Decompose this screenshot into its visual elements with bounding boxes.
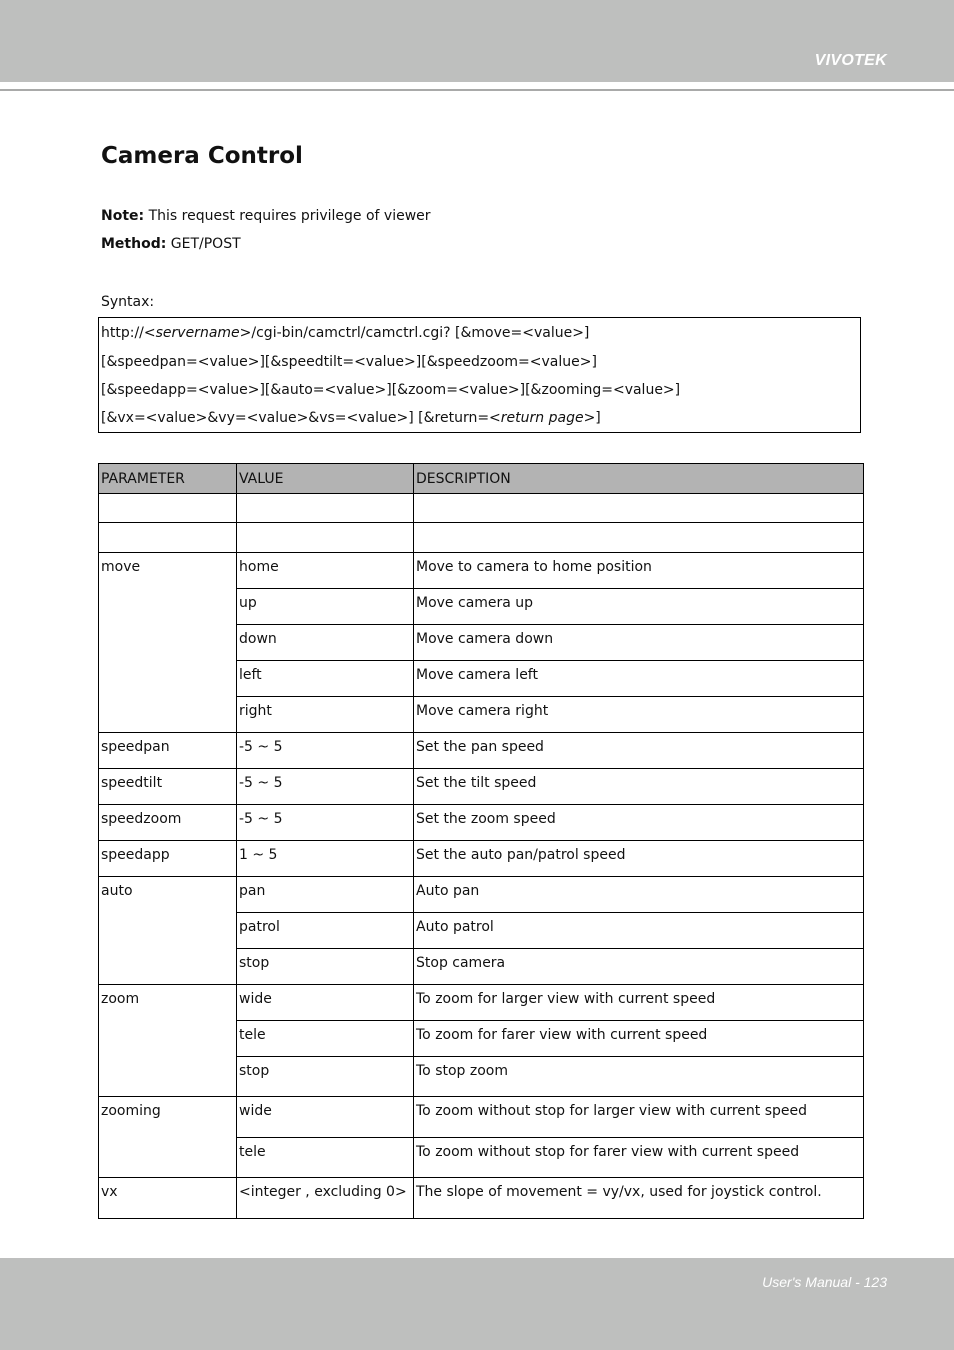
footer-band bbox=[0, 1258, 954, 1350]
cell-value: home bbox=[237, 553, 414, 589]
table-row bbox=[99, 1097, 864, 1138]
cell-desc: Set the tilt speed bbox=[414, 769, 864, 805]
cell-value: tele bbox=[237, 1138, 414, 1178]
note-line bbox=[101, 208, 431, 224]
table-row bbox=[99, 733, 864, 769]
cell-value: 1 ~ 5 bbox=[237, 841, 414, 877]
cell-desc: Move camera left bbox=[414, 661, 864, 697]
syntax-line-3: [&speedapp=<value>][&auto=<value>][&zoom=<value>][&zooming=<value>] bbox=[101, 382, 681, 398]
cell-param: move bbox=[99, 553, 237, 733]
cell-desc bbox=[414, 523, 864, 553]
header-divider bbox=[0, 89, 954, 91]
cell-desc bbox=[414, 494, 864, 523]
cell-desc: Move to camera to home position bbox=[414, 553, 864, 589]
cell-value: -5 ~ 5 bbox=[237, 769, 414, 805]
table-row bbox=[99, 523, 864, 553]
page-title: Camera Control bbox=[101, 143, 303, 169]
syntax-servername: servername bbox=[155, 325, 240, 341]
cell-value: -5 ~ 5 bbox=[237, 805, 414, 841]
cell-value: right bbox=[237, 697, 414, 733]
cell-desc: To stop zoom bbox=[414, 1057, 864, 1097]
cell-param: auto bbox=[99, 877, 237, 985]
cell-desc: To zoom for farer view with current speed bbox=[414, 1021, 864, 1057]
syntax-return-page: return page bbox=[500, 410, 584, 426]
syntax-box bbox=[98, 317, 861, 433]
syntax-line-2: [&speedpan=<value>][&speedtilt=<value>][&speedzoom=<value>] bbox=[101, 354, 597, 370]
method-line bbox=[101, 236, 241, 252]
cell-value: tele bbox=[237, 1021, 414, 1057]
cell-param bbox=[99, 523, 237, 553]
method-label: Method: bbox=[101, 236, 167, 252]
cell-desc: Auto patrol bbox=[414, 913, 864, 949]
syntax-line-4-pre: [&vx=<value>&vy=<value>&vs=<value>] [&return=< bbox=[101, 410, 501, 426]
cell-desc: Move camera down bbox=[414, 625, 864, 661]
table-row bbox=[99, 841, 864, 877]
cell-value: stop bbox=[237, 1057, 414, 1097]
header-parameter: PARAMETER bbox=[99, 464, 237, 494]
cell-param: zoom bbox=[99, 985, 237, 1097]
cell-value: up bbox=[237, 589, 414, 625]
cell-value: left bbox=[237, 661, 414, 697]
note-label: Note: bbox=[101, 208, 145, 224]
cell-value: wide bbox=[237, 1097, 414, 1138]
table-row bbox=[99, 985, 864, 1021]
syntax-line-1-pre: http://< bbox=[101, 325, 156, 341]
cell-desc: The slope of movement = vy/vx, used for joystick control. bbox=[414, 1178, 864, 1219]
cell-value: wide bbox=[237, 985, 414, 1021]
page-number: User's Manual - 123 bbox=[762, 1274, 887, 1290]
table-header-row bbox=[99, 464, 864, 494]
cell-desc: To zoom without stop for farer view with current speed bbox=[414, 1138, 864, 1178]
header-value: VALUE bbox=[237, 464, 414, 494]
cell-param: speedzoom bbox=[99, 805, 237, 841]
syntax-line-1 bbox=[101, 325, 589, 341]
brand-logo: VIVOTEK bbox=[814, 52, 887, 69]
cell-value: -5 ~ 5 bbox=[237, 733, 414, 769]
cell-param: speedtilt bbox=[99, 769, 237, 805]
table-row bbox=[99, 553, 864, 589]
cell-value bbox=[237, 523, 414, 553]
header-band bbox=[0, 0, 954, 82]
cell-desc: To zoom without stop for larger view with current speed bbox=[414, 1097, 864, 1138]
cell-param bbox=[99, 494, 237, 523]
cell-value: pan bbox=[237, 877, 414, 913]
table-row bbox=[99, 1178, 864, 1219]
table-row bbox=[99, 494, 864, 523]
cell-value: down bbox=[237, 625, 414, 661]
cell-value: <integer , excluding 0> bbox=[237, 1178, 414, 1219]
cell-value: stop bbox=[237, 949, 414, 985]
syntax-line-1-post: >/cgi-bin/camctrl/camctrl.cgi? [&move=<value>] bbox=[239, 325, 590, 341]
parameter-table bbox=[98, 463, 864, 1219]
cell-value bbox=[237, 494, 414, 523]
table-row bbox=[99, 769, 864, 805]
cell-desc: To zoom for larger view with current speed bbox=[414, 985, 864, 1021]
cell-desc: Move camera up bbox=[414, 589, 864, 625]
table-row bbox=[99, 805, 864, 841]
cell-param: speedpan bbox=[99, 733, 237, 769]
syntax-line-4-post: >] bbox=[583, 410, 601, 426]
cell-desc: Move camera right bbox=[414, 697, 864, 733]
method-text: GET/POST bbox=[166, 236, 241, 252]
cell-desc: Set the zoom speed bbox=[414, 805, 864, 841]
cell-desc: Set the auto pan/patrol speed bbox=[414, 841, 864, 877]
syntax-label: Syntax: bbox=[101, 294, 155, 310]
cell-value: patrol bbox=[237, 913, 414, 949]
cell-desc: Stop camera bbox=[414, 949, 864, 985]
note-text: This request requires privilege of viewer bbox=[144, 208, 431, 224]
cell-param: zooming bbox=[99, 1097, 237, 1178]
cell-desc: Auto pan bbox=[414, 877, 864, 913]
cell-desc: Set the pan speed bbox=[414, 733, 864, 769]
header-description: DESCRIPTION bbox=[414, 464, 864, 494]
syntax-line-4 bbox=[101, 410, 601, 426]
cell-param: speedapp bbox=[99, 841, 237, 877]
table-row bbox=[99, 877, 864, 913]
cell-param: vx bbox=[99, 1178, 237, 1219]
